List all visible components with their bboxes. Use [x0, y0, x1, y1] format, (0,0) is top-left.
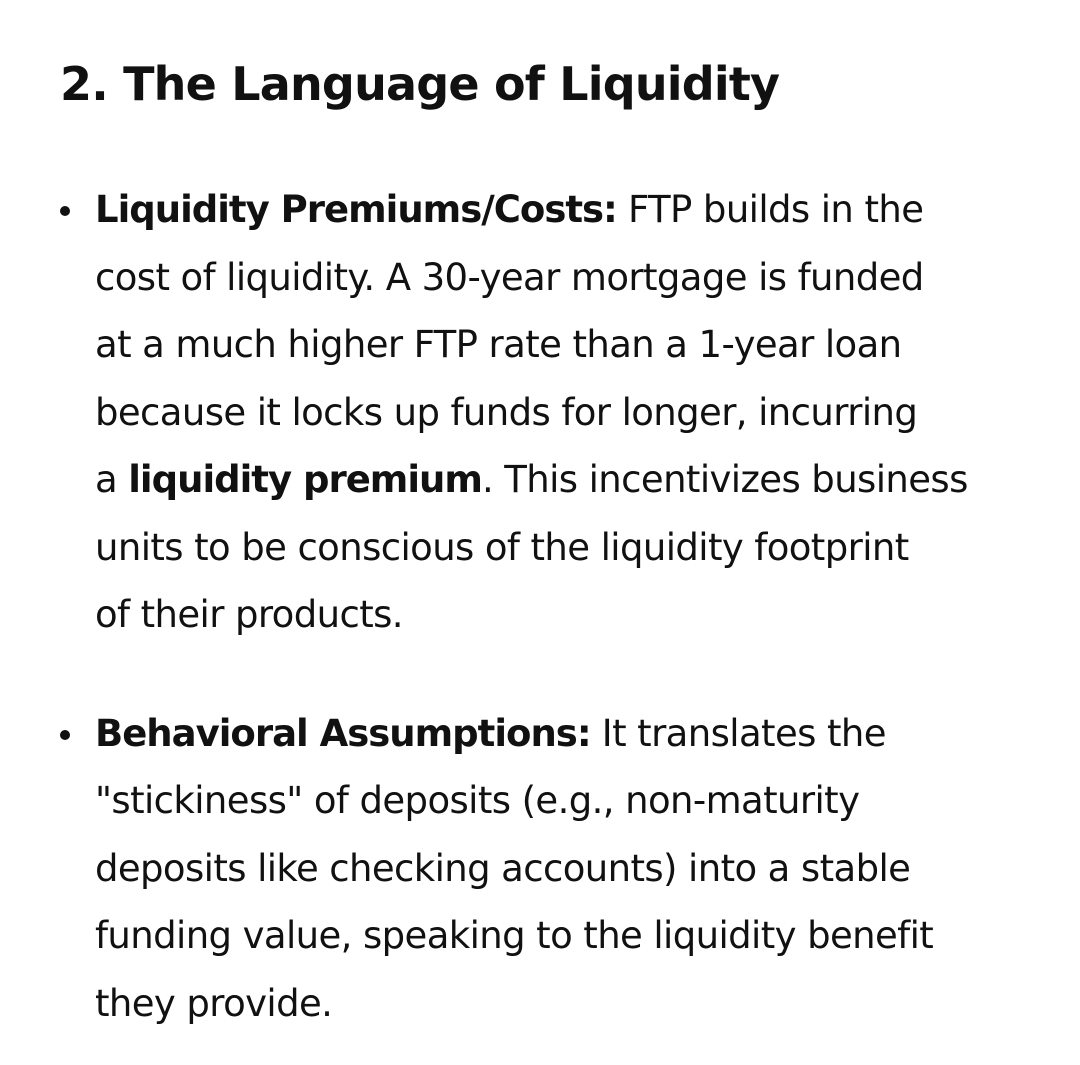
bullet-dot-icon	[60, 176, 72, 244]
bullet-text: It translates the	[590, 711, 886, 755]
bullet-item-behavioral-assumptions	[60, 700, 1020, 1038]
bullet-line: because it locks up funds for longer, incurring	[95, 390, 918, 434]
bullet-text: . This incentivizes business	[481, 458, 968, 501]
bullet-line	[95, 176, 1020, 244]
bullet-line: units to be conscious of the liquidity footprint	[95, 525, 909, 569]
bullet-line: they provide.	[95, 981, 333, 1025]
bullet-dot-icon	[60, 700, 72, 768]
bullet-term: Behavioral Assumptions:	[95, 711, 591, 755]
bullet-text: FTP builds in the	[616, 188, 924, 231]
bullet-text: a	[95, 458, 129, 501]
bullet-line: cost of liquidity. A 30-year mortgage is funded	[95, 255, 924, 299]
emphasis-term: liquidity premium	[128, 458, 482, 501]
bullet-line: deposits like checking accounts) into a stable	[95, 846, 911, 890]
bullet-item-liquidity-premiums	[60, 176, 1020, 649]
bullet-list	[60, 176, 1020, 1037]
bullet-line: funding value, speaking to the liquidity benefit	[95, 914, 934, 957]
bullet-line: "stickiness" of deposits (e.g., non-maturity	[95, 779, 860, 822]
section-title: 2. The Language of Liquidity	[60, 57, 780, 111]
bullet-term: Liquidity Premiums/Costs:	[95, 188, 617, 231]
bullet-line: of their products.	[95, 593, 403, 636]
bullet-line: at a much higher FTP rate than a 1-year loan	[95, 323, 902, 366]
bullet-line	[95, 700, 1020, 768]
bullet-line	[95, 446, 1020, 514]
